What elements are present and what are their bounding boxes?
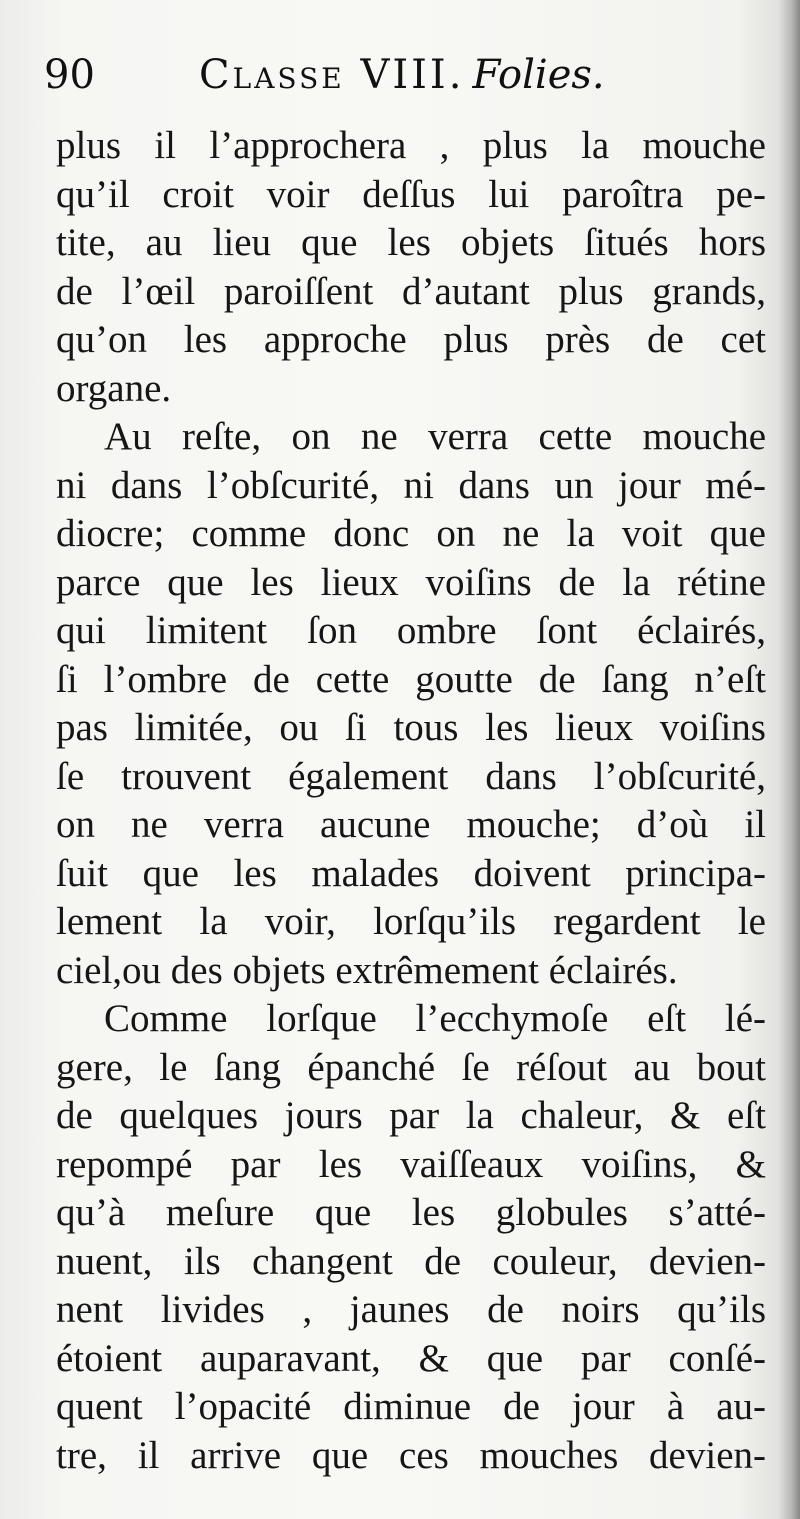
text-line: de l’œil paroiſſent d’autant plus grands, [56, 269, 766, 313]
text-line: repompé par les vaiſſeaux voiſins, & [56, 1142, 766, 1186]
text-line: ſi l’ombre de cette goutte de ſang n’eſt [56, 657, 766, 701]
text-line: tre, il arrive que ces mouches devien- [56, 1433, 766, 1477]
text-line: Comme lorſque l’ecchymoſe eſt lé- [104, 997, 766, 1040]
text-line: on ne verra aucune mouche; d’où il [56, 803, 766, 846]
body-text [56, 122, 766, 1480]
text-line: diocre; comme donc on ne la voit que [56, 512, 766, 555]
text-line: gere, le ſang épanché ſe réſout au bout [56, 1045, 766, 1089]
page-number: 90 [44, 52, 95, 98]
text-line: tite, au lieu que les objets ſitués hors [56, 221, 766, 264]
text-line: qu’il croit voir deſſus lui paroîtra pe- [56, 172, 766, 216]
text-line: étoient auparavant, & que par conſé- [56, 1336, 766, 1380]
text-line: ſuit que les malades doivent principa- [56, 851, 766, 895]
text-line: de quelques jours par la chaleur, & eſt [56, 1094, 766, 1137]
page-header [44, 52, 770, 112]
text-line: nent livides , jaunes de noirs qu’ils [56, 1288, 766, 1331]
text-line: Au reſte, on ne verra cette mouche [104, 415, 766, 458]
text-line: quent l’opacité diminue de jour à au- [56, 1385, 766, 1428]
text-line: plus il l’approchera , plus la mouche [56, 124, 766, 167]
text-line: ciel,ou des objets extrêmement éclairés. [56, 948, 678, 992]
text-line: parce que les lieux voiſins de la rétine [56, 560, 766, 604]
text-line: qu’à meſure que les globules s’atté- [56, 1191, 766, 1234]
page-edge-shadow [778, 0, 800, 1519]
text-line: qu’on les approche plus près de cet [56, 318, 766, 361]
text-line: ſe trouvent également dans l’obſcurité, [56, 754, 766, 798]
text-line: pas limitée, ou ſi tous les lieux voiſins [56, 706, 766, 749]
running-head [199, 52, 605, 98]
text-line: nuent, ils changent de couleur, devien- [56, 1239, 766, 1283]
running-head-section: Folies. [472, 52, 605, 98]
text-line: organe. [56, 366, 172, 410]
text-line: lement la voir, lorſqu’ils regardent le [56, 900, 766, 943]
text-line: qui limitent ſon ombre ſont éclairés, [56, 609, 766, 652]
text-line: ni dans l’obſcurité, ni dans un jour mé- [56, 463, 766, 507]
running-head-class: Classe VIII. [199, 52, 465, 98]
